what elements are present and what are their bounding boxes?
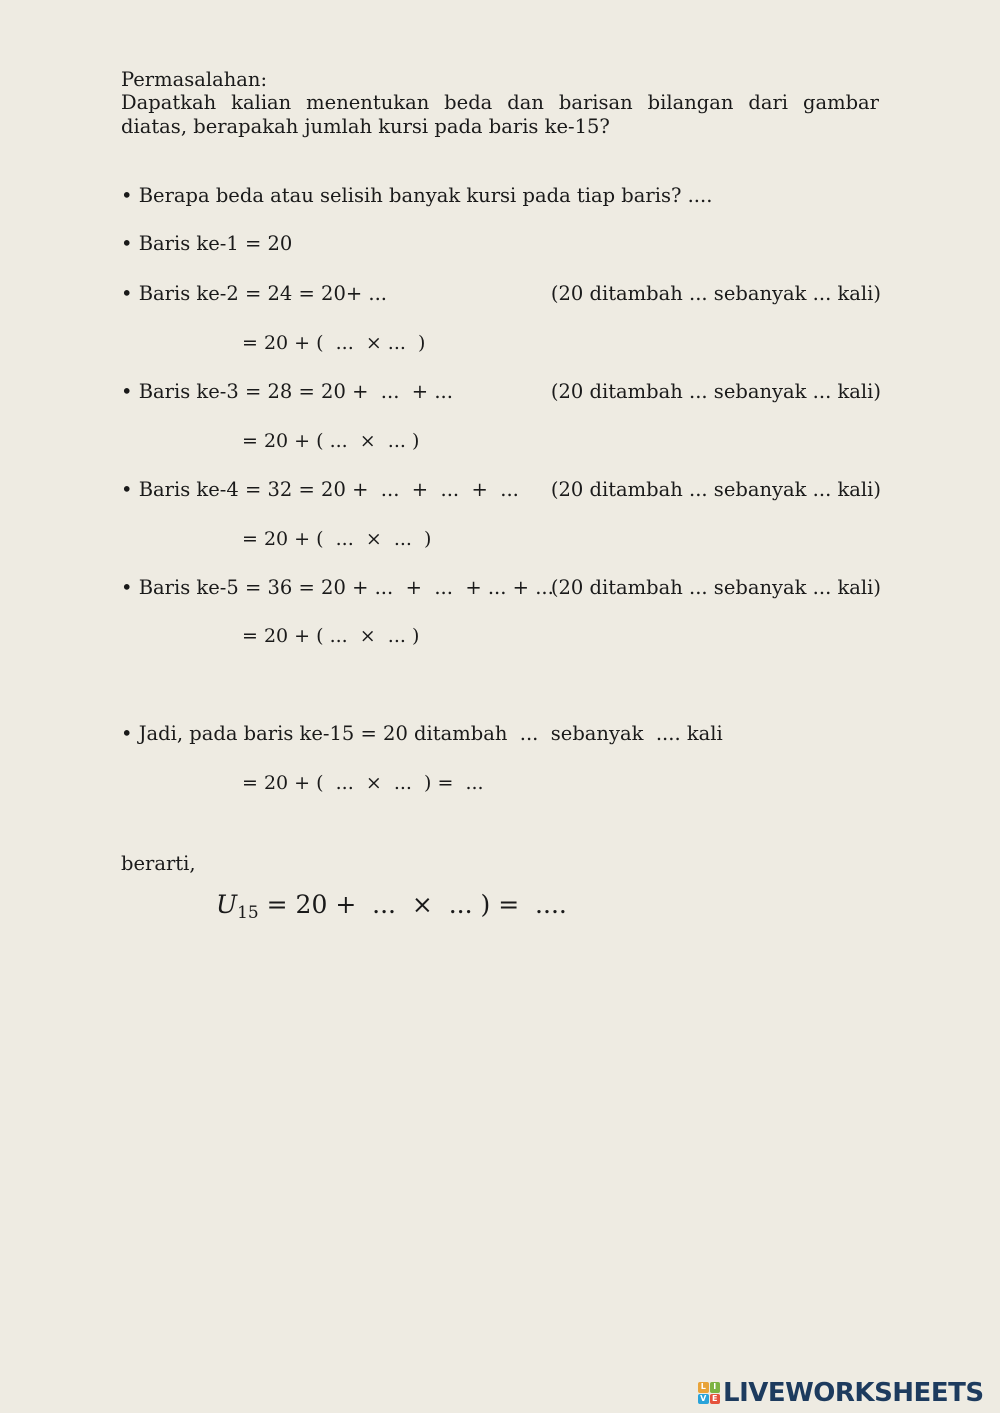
formula-intro: berarti,: [121, 852, 196, 875]
row-3-note: (20 ditambah ... sebanyak ... kali): [550, 380, 881, 403]
logo-text: LIVEWORKSHEETS: [723, 1378, 984, 1408]
row-3-statement: • Baris ke-3 = 28 = 20 + ... + ...: [121, 380, 453, 403]
row-5-equation: = 20 + ( ... × ... ): [242, 625, 420, 647]
row-1-statement: • Baris ke-1 = 20: [121, 232, 293, 255]
conclusion-statement: • Jadi, pada baris ke-15 = 20 ditambah ... sebanyak .... kali: [121, 722, 723, 745]
logo-letter-i: I: [710, 1382, 721, 1393]
logo-letter-v: V: [698, 1394, 709, 1405]
problem-text-line-2: diatas, berapakah jumlah kursi pada baris ke-15?: [121, 115, 610, 138]
liveworksheets-logo: [698, 1378, 984, 1408]
row-4-note: (20 ditambah ... sebanyak ... kali): [550, 478, 881, 501]
logo-letter-l: L: [698, 1382, 709, 1393]
logo-mark-icon: [698, 1382, 720, 1404]
row-3-equation: = 20 + ( ... × ... ): [242, 430, 420, 452]
row-4-equation: = 20 + ( ... × ... ): [242, 528, 432, 550]
row-2-statement: • Baris ke-2 = 24 = 20+ ...: [121, 282, 388, 305]
problem-heading: Permasalahan:: [121, 68, 268, 91]
row-4-statement: • Baris ke-4 = 32 = 20 + ... + ... + ...: [121, 478, 519, 501]
question-beda: • Berapa beda atau selisih banyak kursi pada tiap baris? ....: [121, 184, 713, 207]
row-5-statement: • Baris ke-5 = 36 = 20 + ... + ... + ... + ...: [121, 576, 554, 599]
u15-formula: [216, 889, 567, 929]
row-2-note: (20 ditambah ... sebanyak ... kali): [550, 282, 881, 305]
formula-expression: = 20 + ... × ... ) = ....: [258, 890, 567, 919]
row-2-equation: = 20 + ( ... × ... ): [242, 332, 426, 354]
row-5-note: (20 ditambah ... sebanyak ... kali): [550, 576, 881, 599]
problem-text-line-1: Dapatkah kalian menentukan beda dan barisan bilangan dari gambar: [121, 91, 879, 114]
formula-symbol: U: [216, 890, 238, 919]
formula-subscript: 15: [237, 903, 259, 923]
logo-letter-e: E: [710, 1394, 721, 1405]
conclusion-equation: = 20 + ( ... × ... ) = ...: [242, 772, 484, 794]
